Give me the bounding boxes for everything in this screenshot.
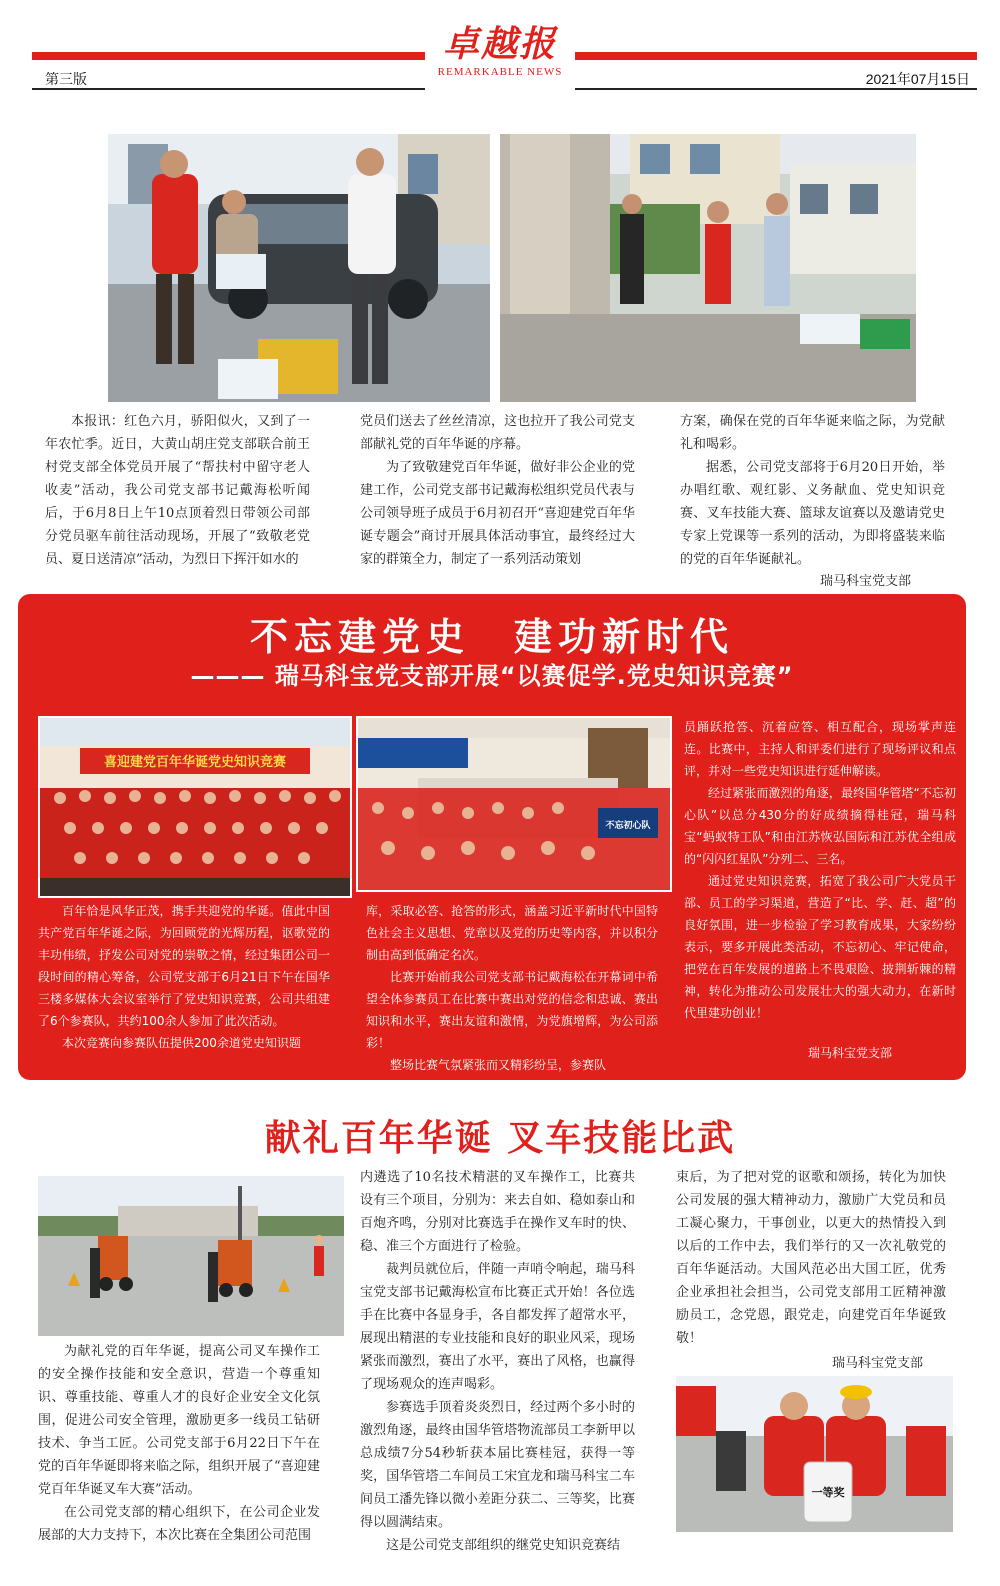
- photo-forklift-contest: [38, 1176, 344, 1336]
- article1-paragraph-1: 本报讯：红色六月，骄阳似火，又到了一年农忙季。近日，大黄山胡庄党支部联合前王村党支部全体党员开展了“帮扶村中留守老人收麦”活动，我公司党支部书记戴海松听闻后，于6月8日上午10点顶着烈日带领公司部分党员驱车前往活动现场，开展了“致敬老党员、夏日送清凉”活动，为烈日下挥汗如水的: [45, 414, 310, 567]
- article2-paragraph-2: 本次竞赛向参赛队伍提供200余道党史知识题: [62, 1036, 301, 1050]
- photo-quiz-group: [38, 716, 352, 898]
- article1-paragraph-2: 党员们送去了丝丝清凉，这也拉开了我公司党支部献礼党的百年华诞的序幕。: [360, 414, 635, 452]
- article1-signature: 瑞马科宝党支部: [820, 574, 912, 589]
- article3-paragraph-5: 参赛选手顶着炎炎烈日，经过两个多小时的激烈角逐，最终由国华管塔物流部员工李新甲以总成绩7分54秒斩获本届比赛桂冠，获得一等奖，国华管塔二车间员工宋宜龙和瑞马科宝二车间员工潘先锋以微小差距分获二、三等奖，比赛得以圆满结束。: [360, 1400, 635, 1530]
- article2-paragraph-6: 员踊跃抢答、沉着应答、相互配合，现场掌声连连。比赛中，主持人和评委们进行了现场评议和点评，并对一些党史知识进行延伸解读。: [684, 720, 956, 778]
- photo-quiz-hall: [356, 716, 672, 892]
- article2-paragraph-1: 百年恰是风华正茂，携手共迎党的华诞。值此中国共产党百年华诞之际，为回顾党的光辉历程，讴歌党的丰功伟绩，抒发公司对党的崇敬之情，经过集团公司一段时间的精心筹备，公司党支部于6月21日下午在国华三楼多媒体大会议室举行了党史知识竞赛，公司共组建了6个参赛队，共约100余人参加了此次活动。: [38, 904, 330, 1028]
- newspaper-subtitle: REMARKABLE NEWS: [437, 66, 563, 78]
- article3-paragraph-6: 这是公司党支部组织的继党史知识竞赛结: [386, 1538, 621, 1553]
- article2-signature: 瑞马科宝党支部: [808, 1046, 893, 1060]
- article3-paragraph-4: 裁判员就位后，伴随一声哨令响起，瑞马科宝党支部书记戴海松宣布比赛正式开始！各位选手在比赛中各显身手，各自都发挥了超常水平，展现出精湛的专业技能和良好的职业风采，现场紧张而激烈，赛出了水平，赛出了风格，也赢得了现场观众的连声喝彩。: [360, 1262, 635, 1392]
- article2-column-3: [684, 716, 956, 1024]
- newspaper-logo: [425, 22, 575, 92]
- article2-subtitle: ——— 瑞马科宝党支部开展“以赛促学.党史知识竞赛”: [190, 662, 794, 690]
- article3-paragraph-1: 为献礼党的百年华诞，提高公司叉车操作工的安全操作技能和安全意识，营造一个尊重知识、尊重技能、尊重人才的良好企业安全文化氛围，促进公司安全管理，激励更多一线员工钻研技术、争当工匠。公司党支部于6月22日下午在党的百年华诞即将来临之际，组织开展了“喜迎建党百年华诞叉车大赛”活动。: [38, 1344, 320, 1497]
- article1-column-1: [45, 410, 310, 571]
- article2-column-2: [366, 900, 658, 1076]
- photo-water-delivery: [108, 134, 490, 402]
- article2-paragraph-5: 整场比赛气氛紧张而又精彩纷呈，参赛队: [390, 1058, 607, 1072]
- article3-column-3: [676, 1166, 946, 1350]
- article3-paragraph-2: 在公司党支部的精心组织下，在公司企业发展部的大力支持下，本次比赛在全集团公司范围: [38, 1505, 320, 1543]
- article1-paragraph-3: 为了致敬建党百年华诞，做好非公企业的党建工作，公司党支部书记戴海松组织党员代表与公司领导班子成员于6月初召开“喜迎建党百年华诞专题会”商讨开展具体活动事宜，最终经过大家的群策全力，制定了一系列活动策划: [360, 460, 635, 567]
- newspaper-title: 卓越报: [442, 23, 557, 65]
- article1-paragraph-4: 方案，确保在党的百年华诞来临之际，为党献礼和喝彩。: [680, 414, 945, 452]
- article3-title: 献礼百年华诞 叉车技能比武: [264, 1118, 736, 1159]
- quiz-banner-text: 喜迎建党百年华诞党史知识竞赛: [103, 755, 287, 770]
- edition-label: 第三版: [45, 71, 87, 87]
- article3-signature: 瑞马科宝党支部: [832, 1356, 924, 1371]
- article1-column-2: [360, 410, 635, 571]
- photo-field-visit: [500, 134, 916, 402]
- article3-paragraph-7: 束后，为了把对党的讴歌和颂扬，转化为加快公司发展的强大精神动力，激励广大党员和员工凝心聚力，干事创业，以更大的热情投入到以后的工作中去，我们举行的又一次礼敬党的百年华诞活动。大国风范必出大国工匠，优秀企业承担社会担当，公司党支部用工匠精神激励员工，念党恩，跟党走，向建党百年华诞致敬！: [676, 1170, 946, 1346]
- article2-column-1: [38, 900, 330, 1054]
- prize-bag-label: 一等奖: [811, 1486, 845, 1499]
- article2-title: 不忘建党史 建功新时代: [249, 615, 734, 659]
- article2-paragraph-7: 经过紧张而激烈的角逐，最终国华管塔“不忘初心队”以总分430分的好成绩摘得桂冠，瑞马科宝“蚂蚁特工队”和由江苏恢弘国际和江苏优全组成的“闪闪红星队”分列二、三名。: [684, 786, 956, 866]
- article2-paragraph-8: 通过党史知识竞赛，拓宽了我公司广大党员干部、员工的学习渠道，营造了“比、学、赶、超”的良好氛围，进一步检验了学习教育成果，大家纷纷表示，要多开展此类活动，不忘初心、牢记使命，把党在百年发展的道路上不畏艰险、披荆斩棘的精神，转化为推动公司发展壮大的强大动力，在新时代里建功创业！: [684, 874, 956, 1020]
- photo-award-winners: [676, 1376, 953, 1532]
- article3-column-1: [38, 1340, 320, 1547]
- article3-column-2: [360, 1166, 635, 1557]
- article1-column-3: [680, 410, 945, 571]
- team-sign-text: 不忘初心队: [605, 821, 651, 831]
- article3-paragraph-3: 内遴选了10名技术精湛的叉车操作工，比赛共设有三个项目，分别为：来去自如、稳如泰山和百炮齐鸣，分别对比赛选手在操作叉车时的快、稳、准三个方面进行了检验。: [360, 1170, 635, 1254]
- article2-paragraph-4: 比赛开始前我公司党支部书记戴海松在开幕词中希望全体参赛员工在比赛中赛出对党的信念和忠诚、赛出知识和水平，赛出友谊和激情，为党旗增辉，为公司添彩！: [366, 970, 658, 1050]
- article1-paragraph-5: 据悉，公司党支部将于6月20日开始，举办唱红歌、观红影、义务献血、党史知识竞赛、叉车技能大赛、篮球友谊赛以及邀请党史专家上党课等一系列的活动，为即将盛装来临的党的百年华诞献礼。: [680, 460, 945, 567]
- issue-date: 2021年07月15日: [865, 71, 970, 87]
- article2-paragraph-3: 库，采取必答、抢答的形式，涵盖习近平新时代中国特色社会主义思想、党章以及党的历史等内容，并以积分制由高到低确定名次。: [366, 904, 658, 962]
